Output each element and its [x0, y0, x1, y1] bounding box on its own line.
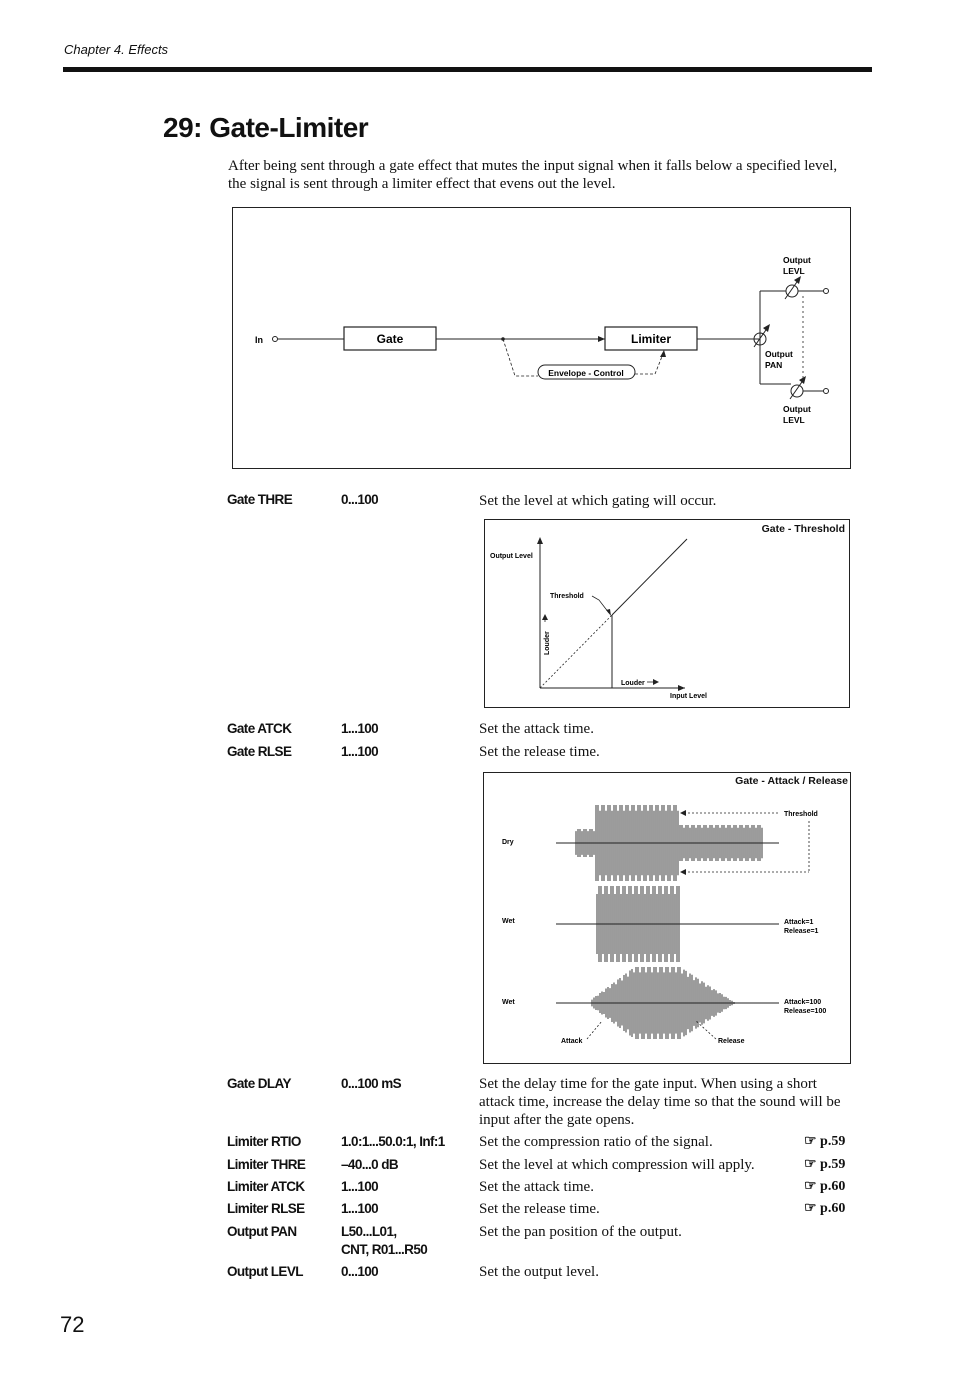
output-levl-top-label: Output: [783, 255, 811, 265]
param-name-output-levl: Output LEVL: [227, 1264, 303, 1279]
param-desc-gate-rlse: Set the release time.: [479, 744, 600, 760]
param-range-limiter-rlse: 1...100: [341, 1201, 379, 1216]
param-name-gate-atck: Gate ATCK: [227, 721, 292, 736]
envelope-label: Envelope - Control: [548, 368, 624, 378]
param-range-gate-rlse: 1...100: [341, 744, 379, 759]
section-title: 29: Gate-Limiter: [163, 112, 369, 143]
param-desc-limiter-rlse: Set the release time.: [479, 1201, 600, 1217]
param-range-limiter-thre: –40...0 dB: [341, 1157, 399, 1172]
gate-label: Gate: [376, 332, 404, 346]
output-pan-label: Output: [765, 349, 793, 359]
threshold-marker-label: Threshold: [550, 593, 584, 600]
output-levl-bottom-label: Output: [783, 404, 811, 414]
threshold-x-label: Input Level: [670, 693, 707, 700]
param-name-limiter-rtio: Limiter RTIO: [227, 1134, 301, 1149]
block-diagram: [232, 207, 851, 469]
param-desc-limiter-thre: Set the level at which compression will apply.: [479, 1157, 755, 1173]
param-desc-limiter-atck: Set the attack time.: [479, 1179, 594, 1195]
fast-release-setting: Release=1: [784, 928, 819, 935]
attack-threshold-label: Threshold: [784, 811, 818, 818]
param-desc-gate-atck: Set the attack time.: [479, 721, 594, 737]
threshold-louder-horizontal: Louder: [621, 680, 645, 687]
threshold-graph-title: Gate - Threshold: [761, 523, 845, 535]
threshold-louder-vertical: Louder: [544, 631, 551, 655]
param-range-gate-dlay: 0...100 mS: [341, 1076, 402, 1091]
param-ref-limiter-rtio: ☞ p.59: [804, 1134, 846, 1149]
dry-label: Dry: [502, 839, 514, 846]
param-ref-limiter-thre: ☞ p.59: [804, 1157, 846, 1172]
section-intro: After being sent through a gate effect that mutes the input signal when it falls below a specified level, the signal is sent through a limiter effect that evens out the level.: [228, 158, 838, 192]
output-levl-bottom-label2: LEVL: [783, 415, 805, 425]
param-desc-gate-thre: Set the level at which gating will occur.: [479, 493, 717, 509]
input-label: In: [255, 335, 263, 345]
output-levl-top-label2: LEVL: [783, 266, 805, 276]
page-number: 72: [60, 1312, 85, 1337]
param-ref-limiter-rlse: ☞ p.60: [804, 1201, 846, 1216]
param-range-output-pan: L50...L01,: [341, 1224, 397, 1239]
slow-release-setting: Release=100: [784, 1008, 827, 1015]
param-name-output-pan: Output PAN: [227, 1224, 297, 1239]
output-pan-label2: PAN: [765, 360, 783, 370]
threshold-graph: [484, 519, 850, 708]
header-rule: [63, 67, 872, 72]
release-label: Release: [718, 1038, 745, 1045]
attack-release-waves-svg: [484, 773, 850, 1063]
param-name-gate-thre: Gate THRE: [227, 492, 293, 507]
param-ref-limiter-atck: ☞ p.60: [804, 1179, 846, 1194]
param-range-output-levl: 0...100: [341, 1264, 379, 1279]
param-desc-gate-dlay: Set the delay time for the gate input. When using a short attack time, increase the delay time so that the sound will be input after the gate opens.: [479, 1076, 841, 1128]
attack-release-graph-title: Gate - Attack / Release: [735, 775, 848, 787]
wet-slow-label: Wet: [502, 999, 515, 1006]
signal-flow-svg: [233, 208, 849, 467]
threshold-y-label: Output Level: [490, 553, 533, 560]
param-name-limiter-rlse: Limiter RLSE: [227, 1201, 305, 1216]
param-range-gate-thre: 0...100: [341, 492, 379, 507]
param-name-limiter-thre: Limiter THRE: [227, 1157, 306, 1172]
param-desc-output-pan: Set the pan position of the output.: [479, 1224, 682, 1240]
slow-attack-setting: Attack=100: [784, 999, 822, 1006]
threshold-curve-svg: [485, 520, 849, 707]
param-range-output-pan-line2: CNT, R01...R50: [341, 1242, 428, 1257]
param-range-limiter-atck: 1...100: [341, 1179, 379, 1194]
wet-fast-label: Wet: [502, 918, 515, 925]
attack-release-graph: [483, 772, 851, 1064]
param-name-gate-dlay: Gate DLAY: [227, 1076, 291, 1091]
attack-label: Attack: [561, 1038, 583, 1045]
limiter-label: Limiter: [630, 332, 672, 346]
fast-attack-setting: Attack=1: [784, 919, 814, 926]
param-range-gate-atck: 1...100: [341, 721, 379, 736]
param-name-gate-rlse: Gate RLSE: [227, 744, 292, 759]
chapter-header: Chapter 4. Effects: [64, 42, 169, 57]
param-desc-limiter-rtio: Set the compression ratio of the signal.: [479, 1134, 713, 1150]
param-name-limiter-atck: Limiter ATCK: [227, 1179, 305, 1194]
param-range-limiter-rtio: 1.0:1...50.0:1, Inf:1: [341, 1134, 445, 1149]
param-desc-output-levl: Set the output level.: [479, 1264, 599, 1280]
